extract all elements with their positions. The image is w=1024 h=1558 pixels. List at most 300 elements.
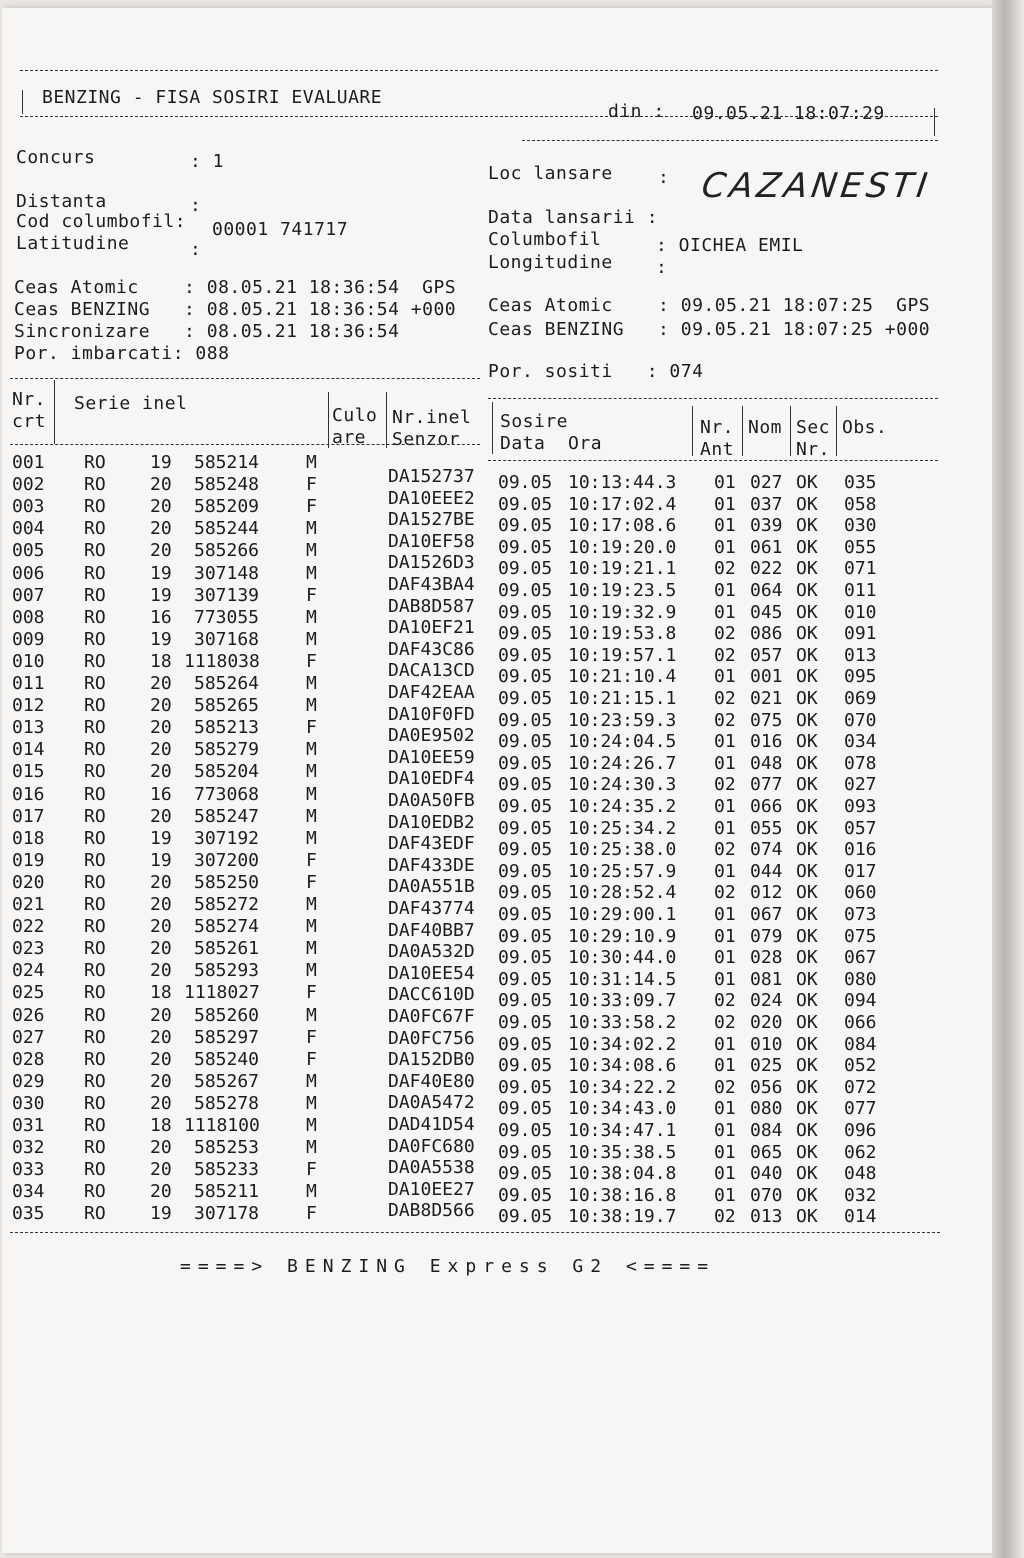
row-time: 10:34:22.2 bbox=[568, 1076, 677, 1098]
row-sex: M bbox=[306, 1181, 317, 1203]
row-sec: OK bbox=[796, 817, 818, 839]
row-year: 18 bbox=[150, 982, 172, 1004]
row-ant: 01 bbox=[714, 1033, 736, 1055]
row-date: 09.05 bbox=[498, 882, 553, 904]
paper-edge bbox=[992, 0, 1024, 1558]
row-sex: F bbox=[306, 982, 317, 1004]
row-sec: OK bbox=[796, 904, 818, 925]
row-time: 10:25:57.9 bbox=[568, 860, 677, 882]
row-sec: OK bbox=[796, 1098, 818, 1120]
row-time: 10:38:04.8 bbox=[568, 1163, 677, 1185]
row-sec: OK bbox=[796, 1206, 818, 1228]
row-nom: 065 bbox=[750, 1141, 783, 1163]
row-country: RO bbox=[84, 1092, 106, 1114]
row-date: 09.05 bbox=[498, 796, 553, 817]
row-nom: 070 bbox=[750, 1184, 783, 1206]
ceas-benzing-end: Ceas BENZING : 09.05.21 18:07:25 +000 bbox=[488, 319, 931, 340]
row-time: 10:34:02.2 bbox=[568, 1033, 677, 1055]
row-date: 09.05 bbox=[498, 1141, 553, 1163]
row-nr: 031 bbox=[12, 1115, 45, 1136]
row-date: 09.05 bbox=[498, 904, 553, 925]
row-ant: 01 bbox=[714, 536, 736, 558]
row-sec: OK bbox=[796, 947, 818, 969]
title-box-right bbox=[934, 108, 935, 136]
row-obs: 070 bbox=[844, 709, 877, 731]
row-year: 20 bbox=[150, 717, 172, 739]
row-ring: 585204 bbox=[194, 761, 260, 783]
row-ant: 02 bbox=[714, 709, 736, 731]
row-sex: M bbox=[306, 938, 317, 960]
row-year: 19 bbox=[150, 452, 172, 473]
col-sep-8 bbox=[836, 406, 837, 456]
row-year: 19 bbox=[150, 827, 172, 849]
longitudine-value: : bbox=[656, 257, 668, 278]
row-sex: F bbox=[306, 1026, 317, 1048]
row-sensor: DAF43774 bbox=[388, 898, 475, 919]
row-nom: 057 bbox=[750, 644, 783, 666]
row-nr: 014 bbox=[12, 739, 45, 761]
columbofil-value: : OICHEA EMIL bbox=[656, 235, 804, 256]
row-sex: M bbox=[306, 1137, 317, 1159]
row-country: RO bbox=[84, 584, 106, 606]
row-nom: 039 bbox=[750, 515, 783, 537]
row-sensor: DA10F0FD bbox=[388, 703, 475, 725]
row-obs: 096 bbox=[844, 1120, 877, 1141]
row-ring: 1118100 bbox=[184, 1115, 260, 1136]
concurs-value: : 1 bbox=[190, 151, 225, 172]
row-date: 09.05 bbox=[498, 1120, 553, 1141]
row-ring: 585240 bbox=[194, 1048, 260, 1070]
title-box-bottom-right bbox=[522, 140, 938, 141]
row-nom: 025 bbox=[750, 1055, 783, 1077]
col-ant: Ant bbox=[700, 439, 735, 460]
row-ring: 307192 bbox=[194, 827, 260, 849]
row-date: 09.05 bbox=[498, 666, 553, 688]
row-ant: 02 bbox=[714, 558, 736, 580]
row-nr: 013 bbox=[12, 717, 45, 739]
row-obs: 034 bbox=[844, 731, 877, 753]
row-sensor: DAF43EDF bbox=[388, 833, 475, 855]
row-country: RO bbox=[84, 1115, 106, 1136]
row-nr: 010 bbox=[12, 650, 45, 672]
col-nrinel: Nr.inel bbox=[392, 407, 472, 428]
row-ant: 01 bbox=[714, 860, 736, 882]
row-sec: OK bbox=[796, 860, 818, 882]
row-nr: 034 bbox=[12, 1181, 45, 1203]
row-date: 09.05 bbox=[498, 601, 553, 623]
row-sensor: DA10EEE2 bbox=[388, 487, 475, 509]
row-sex: M bbox=[306, 1004, 317, 1026]
row-ring: 585213 bbox=[194, 717, 260, 739]
col-sec-nr: Nr. bbox=[796, 439, 831, 460]
row-date: 09.05 bbox=[498, 839, 553, 861]
row-nom: 077 bbox=[750, 774, 783, 796]
row-year: 20 bbox=[150, 1137, 172, 1159]
row-ring: 1118038 bbox=[184, 650, 260, 672]
row-nr: 008 bbox=[12, 606, 45, 628]
latitudine-value: : bbox=[190, 239, 202, 260]
row-nom: 064 bbox=[750, 580, 783, 601]
row-sex: M bbox=[306, 739, 317, 761]
row-ring: 585272 bbox=[194, 894, 260, 915]
row-nr: 016 bbox=[12, 783, 45, 805]
row-country: RO bbox=[84, 761, 106, 783]
row-sensor: DAB8D566 bbox=[388, 1200, 475, 1222]
row-obs: 073 bbox=[844, 904, 877, 925]
row-ring: 585265 bbox=[194, 695, 260, 717]
row-sec: OK bbox=[796, 1141, 818, 1163]
col-senzor: Senzor bbox=[392, 429, 461, 450]
data-lansarii-label: Data lansarii : bbox=[488, 207, 659, 228]
row-time: 10:25:38.0 bbox=[568, 839, 677, 861]
row-date: 09.05 bbox=[498, 947, 553, 969]
row-obs: 030 bbox=[844, 515, 877, 537]
row-ant: 02 bbox=[714, 1076, 736, 1098]
row-nr: 007 bbox=[12, 584, 45, 606]
row-sex: M bbox=[306, 518, 317, 540]
col-sep-3 bbox=[386, 392, 387, 448]
row-sex: M bbox=[306, 894, 317, 915]
row-obs: 014 bbox=[844, 1206, 877, 1228]
row-time: 10:17:08.6 bbox=[568, 515, 677, 537]
row-date: 09.05 bbox=[498, 1055, 553, 1077]
row-nom: 079 bbox=[750, 925, 783, 947]
table-top-left bbox=[10, 378, 480, 379]
row-sex: M bbox=[306, 673, 317, 694]
row-sex: M bbox=[306, 960, 317, 982]
row-country: RO bbox=[84, 871, 106, 893]
row-country: RO bbox=[84, 1181, 106, 1203]
row-country: RO bbox=[84, 1026, 106, 1048]
row-ant: 01 bbox=[714, 515, 736, 537]
row-date: 09.05 bbox=[498, 1184, 553, 1206]
row-ring: 585266 bbox=[194, 540, 260, 562]
row-time: 10:38:16.8 bbox=[568, 1184, 677, 1206]
row-ant: 01 bbox=[714, 904, 736, 925]
row-time: 10:13:44.3 bbox=[568, 472, 677, 493]
row-sec: OK bbox=[796, 752, 818, 774]
row-sec: OK bbox=[796, 882, 818, 904]
row-sec: OK bbox=[796, 796, 818, 817]
row-sex: M bbox=[306, 562, 317, 584]
row-date: 09.05 bbox=[498, 688, 553, 709]
row-sec: OK bbox=[796, 709, 818, 731]
row-obs: 058 bbox=[844, 493, 877, 515]
row-ring: 585244 bbox=[194, 518, 260, 540]
row-date: 09.05 bbox=[498, 1076, 553, 1098]
row-sec: OK bbox=[796, 1055, 818, 1077]
row-ring: 585214 bbox=[194, 452, 260, 473]
row-country: RO bbox=[84, 673, 106, 694]
row-year: 20 bbox=[150, 960, 172, 982]
row-sex: M bbox=[306, 1115, 317, 1136]
row-obs: 013 bbox=[844, 644, 877, 666]
row-nr: 021 bbox=[12, 894, 45, 915]
row-country: RO bbox=[84, 518, 106, 540]
row-ant: 02 bbox=[714, 1012, 736, 1033]
row-sensor: DA10EDF4 bbox=[388, 768, 475, 790]
row-sensor: DA10EF58 bbox=[388, 530, 475, 552]
row-country: RO bbox=[84, 650, 106, 672]
row-time: 10:24:30.3 bbox=[568, 774, 677, 796]
row-date: 09.05 bbox=[498, 472, 553, 493]
row-time: 10:34:47.1 bbox=[568, 1120, 677, 1141]
ceas-benzing-start: Ceas BENZING : 08.05.21 18:36:54 +000 bbox=[14, 299, 457, 320]
row-year: 20 bbox=[150, 1004, 172, 1026]
row-ring: 1118027 bbox=[184, 982, 260, 1004]
row-ant: 02 bbox=[714, 1206, 736, 1228]
row-sensor: DA0A50FB bbox=[388, 790, 475, 811]
row-ant: 02 bbox=[714, 990, 736, 1012]
row-date: 09.05 bbox=[498, 860, 553, 882]
row-sec: OK bbox=[796, 688, 818, 709]
row-nom: 001 bbox=[750, 666, 783, 688]
row-time: 10:21:15.1 bbox=[568, 688, 677, 709]
row-obs: 075 bbox=[844, 925, 877, 947]
row-sec: OK bbox=[796, 839, 818, 861]
row-time: 10:19:53.8 bbox=[568, 623, 677, 645]
col-sep-6 bbox=[742, 406, 743, 456]
row-nr: 029 bbox=[12, 1070, 45, 1092]
row-nom: 027 bbox=[750, 472, 783, 493]
row-sex: F bbox=[306, 1203, 317, 1225]
row-date: 09.05 bbox=[498, 709, 553, 731]
row-sensor: DAF433DE bbox=[388, 854, 475, 876]
ceas-atomic-end: Ceas Atomic : 09.05.21 18:07:25 GPS bbox=[488, 295, 931, 316]
row-date: 09.05 bbox=[498, 1033, 553, 1055]
row-date: 09.05 bbox=[498, 493, 553, 515]
row-date: 09.05 bbox=[498, 623, 553, 645]
row-ant: 01 bbox=[714, 796, 736, 817]
row-year: 20 bbox=[150, 916, 172, 938]
row-sex: F bbox=[306, 717, 317, 739]
row-ring: 585260 bbox=[194, 1004, 260, 1026]
col-nr: Nr. bbox=[12, 389, 47, 410]
row-ant: 01 bbox=[714, 666, 736, 688]
row-country: RO bbox=[84, 452, 106, 473]
row-sensor: DA0FC680 bbox=[388, 1135, 475, 1157]
row-country: RO bbox=[84, 562, 106, 584]
row-country: RO bbox=[84, 1004, 106, 1026]
row-sec: OK bbox=[796, 558, 818, 580]
row-obs: 011 bbox=[844, 580, 877, 601]
row-date: 09.05 bbox=[498, 644, 553, 666]
row-nr: 017 bbox=[12, 805, 45, 827]
row-sensor: DAF40BB7 bbox=[388, 919, 475, 941]
por-imbarcati: Por. imbarcati: 088 bbox=[14, 343, 230, 364]
row-ring: 585297 bbox=[194, 1026, 260, 1048]
row-year: 20 bbox=[150, 673, 172, 694]
row-ring: 585250 bbox=[194, 871, 260, 893]
row-obs: 091 bbox=[844, 623, 877, 645]
row-country: RO bbox=[84, 849, 106, 871]
row-ant: 01 bbox=[714, 580, 736, 601]
row-nr: 026 bbox=[12, 1004, 45, 1026]
report-title: BENZING - FISA SOSIRI EVALUARE bbox=[42, 87, 383, 108]
row-country: RO bbox=[84, 960, 106, 982]
row-ant: 01 bbox=[714, 1184, 736, 1206]
row-ring: 585264 bbox=[194, 673, 260, 694]
row-nr: 009 bbox=[12, 628, 45, 650]
row-obs: 032 bbox=[844, 1184, 877, 1206]
col-sosire: Sosire bbox=[500, 411, 569, 432]
row-nom: 016 bbox=[750, 731, 783, 753]
row-date: 09.05 bbox=[498, 925, 553, 947]
row-obs: 027 bbox=[844, 774, 877, 796]
row-nom: 010 bbox=[750, 1033, 783, 1055]
row-sensor: DAF43C86 bbox=[388, 638, 475, 660]
row-sec: OK bbox=[796, 644, 818, 666]
row-sec: OK bbox=[796, 1163, 818, 1185]
row-time: 10:24:04.5 bbox=[568, 731, 677, 753]
longitudine-label: Longitudine bbox=[488, 252, 613, 273]
row-ring: 307168 bbox=[194, 628, 260, 650]
row-nom: 044 bbox=[750, 860, 783, 882]
row-year: 20 bbox=[150, 871, 172, 893]
cod-value: 00001 741717 bbox=[212, 219, 349, 240]
row-sec: OK bbox=[796, 1012, 818, 1033]
row-country: RO bbox=[84, 805, 106, 827]
por-sositi: Por. sositi : 074 bbox=[488, 361, 704, 382]
row-year: 20 bbox=[150, 894, 172, 915]
row-obs: 060 bbox=[844, 882, 877, 904]
row-nr: 003 bbox=[12, 496, 45, 518]
row-nr: 001 bbox=[12, 452, 45, 473]
row-nom: 074 bbox=[750, 839, 783, 861]
row-sex: M bbox=[306, 695, 317, 717]
row-nom: 037 bbox=[750, 493, 783, 515]
row-year: 20 bbox=[150, 695, 172, 717]
col-sec: Sec bbox=[796, 417, 831, 438]
row-year: 20 bbox=[150, 1181, 172, 1203]
row-ring: 307178 bbox=[194, 1203, 260, 1225]
row-sec: OK bbox=[796, 666, 818, 688]
row-obs: 055 bbox=[844, 536, 877, 558]
row-time: 10:29:00.1 bbox=[568, 904, 677, 925]
row-year: 18 bbox=[150, 1115, 172, 1136]
col-sep-7 bbox=[790, 406, 791, 456]
row-ant: 01 bbox=[714, 947, 736, 969]
row-country: RO bbox=[84, 938, 106, 960]
row-sex: F bbox=[306, 1159, 317, 1181]
row-nr: 019 bbox=[12, 849, 45, 871]
row-time: 10:24:35.2 bbox=[568, 796, 677, 817]
row-sec: OK bbox=[796, 925, 818, 947]
row-time: 10:17:02.4 bbox=[568, 493, 677, 515]
row-ring: 585248 bbox=[194, 474, 260, 496]
row-nr: 002 bbox=[12, 474, 45, 496]
row-sec: OK bbox=[796, 990, 818, 1012]
row-country: RO bbox=[84, 739, 106, 761]
row-sec: OK bbox=[796, 1033, 818, 1055]
row-country: RO bbox=[84, 717, 106, 739]
row-ant: 02 bbox=[714, 839, 736, 861]
cod-label: Cod columbofil: bbox=[16, 211, 187, 232]
row-nom: 055 bbox=[750, 817, 783, 839]
row-nr: 004 bbox=[12, 518, 45, 540]
row-time: 10:24:26.7 bbox=[568, 752, 677, 774]
row-nr: 020 bbox=[12, 871, 45, 893]
row-country: RO bbox=[84, 474, 106, 496]
row-nom: 080 bbox=[750, 1098, 783, 1120]
row-sensor: DA152737 bbox=[388, 466, 475, 487]
row-nr: 035 bbox=[12, 1203, 45, 1225]
row-year: 20 bbox=[150, 938, 172, 960]
row-ant: 01 bbox=[714, 1163, 736, 1185]
row-time: 10:28:52.4 bbox=[568, 882, 677, 904]
row-country: RO bbox=[84, 982, 106, 1004]
row-nr: 015 bbox=[12, 761, 45, 783]
row-nr: 012 bbox=[12, 695, 45, 717]
row-nr: 030 bbox=[12, 1092, 45, 1114]
row-nr: 023 bbox=[12, 938, 45, 960]
row-year: 19 bbox=[150, 562, 172, 584]
row-country: RO bbox=[84, 827, 106, 849]
row-obs: 077 bbox=[844, 1098, 877, 1120]
row-sec: OK bbox=[796, 601, 818, 623]
header-bottom-right bbox=[488, 460, 938, 461]
report-date: 09.05.21 18:07:29 bbox=[692, 103, 885, 124]
row-ant: 02 bbox=[714, 644, 736, 666]
row-ring: 585278 bbox=[194, 1092, 260, 1114]
row-ring: 585293 bbox=[194, 960, 260, 982]
row-date: 09.05 bbox=[498, 752, 553, 774]
row-ant: 01 bbox=[714, 1141, 736, 1163]
row-obs: 067 bbox=[844, 947, 877, 969]
loc-colon: : bbox=[658, 167, 670, 188]
row-ring: 585233 bbox=[194, 1159, 260, 1181]
row-obs: 048 bbox=[844, 1163, 877, 1185]
row-ring: 585253 bbox=[194, 1137, 260, 1159]
row-sensor: DA0A532D bbox=[388, 941, 475, 963]
row-sex: M bbox=[306, 783, 317, 805]
row-ring: 585211 bbox=[194, 1181, 260, 1203]
row-time: 10:34:43.0 bbox=[568, 1098, 677, 1120]
row-country: RO bbox=[84, 894, 106, 915]
col-are: are bbox=[332, 427, 367, 448]
row-nom: 048 bbox=[750, 752, 783, 774]
row-sex: M bbox=[306, 916, 317, 938]
row-ring: 307139 bbox=[194, 584, 260, 606]
row-time: 10:33:09.7 bbox=[568, 990, 677, 1012]
row-ant: 01 bbox=[714, 601, 736, 623]
row-obs: 062 bbox=[844, 1141, 877, 1163]
row-nom: 066 bbox=[750, 796, 783, 817]
row-nom: 084 bbox=[750, 1120, 783, 1141]
ceas-atomic-start: Ceas Atomic : 08.05.21 18:36:54 GPS bbox=[14, 277, 457, 298]
row-time: 10:34:08.6 bbox=[568, 1055, 677, 1077]
row-sex: M bbox=[306, 606, 317, 628]
row-year: 20 bbox=[150, 496, 172, 518]
row-date: 09.05 bbox=[498, 990, 553, 1012]
footer-text: ====> BENZING Express G2 <==== bbox=[180, 1256, 716, 1277]
row-nom: 040 bbox=[750, 1163, 783, 1185]
row-nom: 086 bbox=[750, 623, 783, 645]
row-year: 20 bbox=[150, 518, 172, 540]
row-ant: 01 bbox=[714, 925, 736, 947]
row-sec: OK bbox=[796, 536, 818, 558]
row-ring: 773055 bbox=[194, 606, 260, 628]
row-obs: 017 bbox=[844, 860, 877, 882]
row-sensor: DACC610D bbox=[388, 984, 475, 1006]
row-sex: M bbox=[306, 452, 317, 473]
row-country: RO bbox=[84, 1048, 106, 1070]
row-sex: F bbox=[306, 650, 317, 672]
row-sensor: DA10EF21 bbox=[388, 617, 475, 639]
columbofil-label: Columbofil bbox=[488, 229, 602, 250]
row-country: RO bbox=[84, 783, 106, 805]
row-obs: 069 bbox=[844, 688, 877, 709]
